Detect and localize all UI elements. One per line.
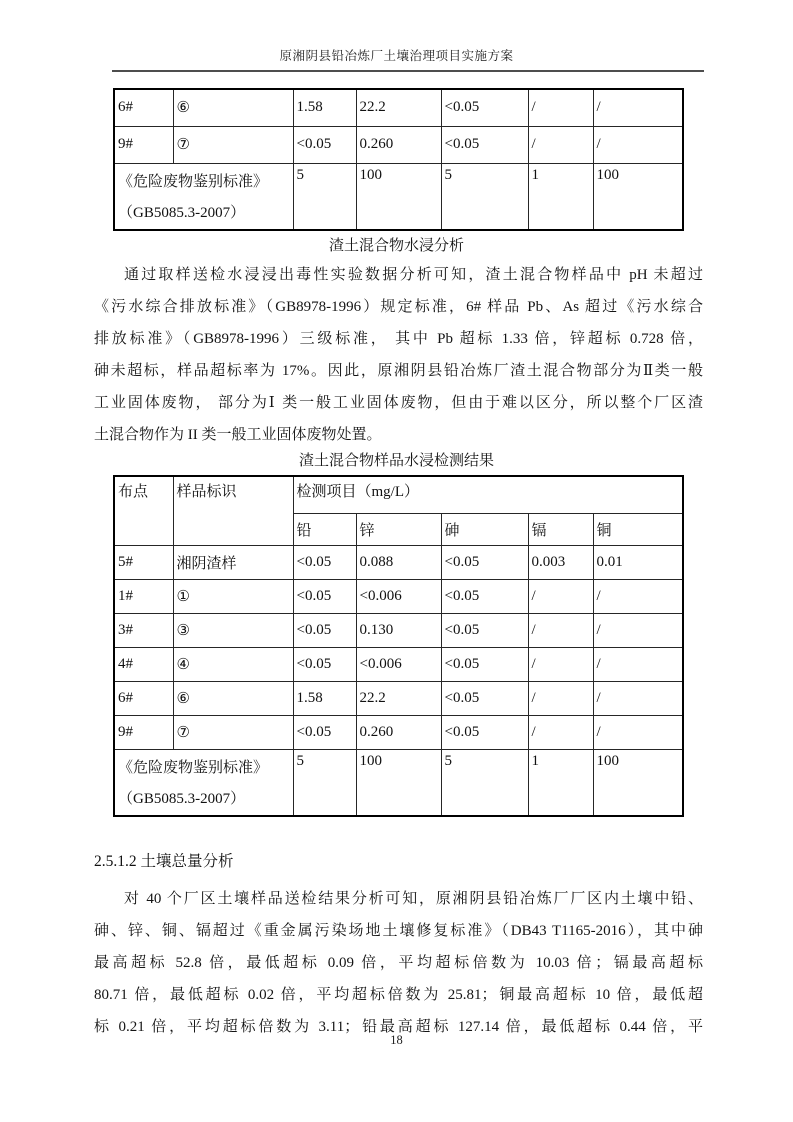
table-row xyxy=(114,682,683,716)
header-cell-metal: 锌 xyxy=(356,514,441,546)
standard-label-line2: （GB5085.3-2007） xyxy=(118,791,246,807)
paragraph-line: 排放标准》（GB8978-1996）三级标准， 其中 Pb 超标 1.33 倍，锌超标 0.728 倍， xyxy=(94,330,703,347)
table-cell: 100 xyxy=(593,750,683,817)
table-cell: 6# xyxy=(114,682,173,716)
table-cell: <0.006 xyxy=(356,580,441,614)
table-cell: / xyxy=(528,682,593,716)
table-cell: 湘阴渣样 xyxy=(173,546,293,580)
table-cell: 1 xyxy=(528,750,593,817)
standard-label-cell xyxy=(114,163,293,230)
table-cell: <0.05 xyxy=(441,716,528,750)
header-cell-metal: 镉 xyxy=(528,514,593,546)
header-row-1 xyxy=(114,476,683,514)
analysis-paragraph xyxy=(94,259,703,451)
section-heading: 2.5.1.2 土壤总量分析 xyxy=(94,853,234,870)
table-cell: 1# xyxy=(114,580,173,614)
table-cell: 0.088 xyxy=(356,546,441,580)
table-cell: 100 xyxy=(356,750,441,817)
table-cell: / xyxy=(593,126,683,163)
table-cell: 3# xyxy=(114,614,173,648)
leachate-results-table xyxy=(113,475,684,818)
table-cell: 4# xyxy=(114,648,173,682)
standard-label-line2: （GB5085.3-2007） xyxy=(118,204,246,221)
table-cell: 9# xyxy=(114,716,173,750)
table-row xyxy=(114,580,683,614)
table-row xyxy=(114,546,683,580)
paragraph-line: 80.71 倍，最低超标 0.02 倍，平均超标倍数为 25.81；铜最高超标 10 倍，最低超 xyxy=(94,987,703,1003)
table-cell: / xyxy=(593,89,683,126)
standard-label-line1: 《危险废物鉴别标准》 xyxy=(118,173,269,190)
table-cell: <0.05 xyxy=(441,614,528,648)
table-row xyxy=(114,89,683,126)
table-cell: ⑥ xyxy=(173,682,293,716)
table-row xyxy=(114,126,683,163)
soil-analysis-paragraph xyxy=(94,883,703,1043)
table-cell: 0.01 xyxy=(593,546,683,580)
paragraph-line: 最高超标 52.8 倍，最低超标 0.09 倍，平均超标倍数为 10.03 倍；镉最高超标 xyxy=(94,955,703,971)
header-cell-metal: 铜 xyxy=(593,514,683,546)
standard-label-cell xyxy=(114,750,293,817)
table1-caption: 渣土混合物水浸分析 xyxy=(328,237,464,254)
standard-row xyxy=(114,163,683,230)
table-cell: ⑦ xyxy=(173,716,293,750)
table-row xyxy=(114,716,683,750)
table-cell: 5# xyxy=(114,546,173,580)
table-cell: ③ xyxy=(173,614,293,648)
table-cell: / xyxy=(593,682,683,716)
table-cell: / xyxy=(593,716,683,750)
page-number: 18 xyxy=(390,1033,403,1047)
table-cell: 6# xyxy=(114,89,173,126)
header-divider xyxy=(112,70,704,72)
table-cell: ① xyxy=(173,580,293,614)
table-cell: 100 xyxy=(593,163,683,230)
table-cell: <0.006 xyxy=(356,648,441,682)
table-cell: <0.05 xyxy=(293,614,356,648)
table-cell: / xyxy=(593,580,683,614)
paragraph-line: 砷未超标，样品超标率为 17%。因此，原湘阴县铅冶炼厂渣土混合物部分为Ⅱ类一般 xyxy=(94,362,703,379)
table-cell: / xyxy=(528,716,593,750)
table-cell: 5 xyxy=(293,750,356,817)
standard-label-line1: 《危险废物鉴别标准》 xyxy=(118,760,269,776)
table-cell: ④ xyxy=(173,648,293,682)
table-cell: 22.2 xyxy=(356,89,441,126)
paragraph-line: 砷、锌、铜、镉超过《重金属污染场地土壤修复标准》（DB43 T1165-2016），其中砷 xyxy=(94,923,703,939)
table-cell: 5 xyxy=(441,163,528,230)
table-cell: 1 xyxy=(528,163,593,230)
paragraph-line: 《污水综合排放标准》（GB8978-1996）规定标准，6# 样品 Pb、As 超过《污水综合 xyxy=(94,298,703,315)
table-cell: / xyxy=(528,614,593,648)
table-cell: 100 xyxy=(356,163,441,230)
table-cell: <0.05 xyxy=(441,89,528,126)
table-cell: 0.130 xyxy=(356,614,441,648)
table-cell: 22.2 xyxy=(356,682,441,716)
table-cell: / xyxy=(528,89,593,126)
table-cell: ⑦ xyxy=(173,126,293,163)
table-cell: / xyxy=(593,614,683,648)
header-cell-metal: 砷 xyxy=(441,514,528,546)
table-cell: / xyxy=(593,648,683,682)
table-row xyxy=(114,614,683,648)
table-cell: <0.05 xyxy=(441,126,528,163)
table-cell: 5 xyxy=(293,163,356,230)
table-cell: <0.05 xyxy=(293,580,356,614)
table-cell: <0.05 xyxy=(441,580,528,614)
standard-row xyxy=(114,750,683,817)
table-cell: 9# xyxy=(114,126,173,163)
paragraph-line: 对 40 个厂区土壤样品送检结果分析可知，原湘阴县铅冶炼厂厂区内土壤中铅、 xyxy=(124,891,703,907)
table-cell: 1.58 xyxy=(293,682,356,716)
header-cell-group: 检测项目（mg/L） xyxy=(293,476,683,514)
table-cell: 0.260 xyxy=(356,716,441,750)
paragraph-line: 通过取样送检水浸浸出毒性实验数据分析可知，渣土混合物样品中 pH 未超过 xyxy=(124,266,703,283)
table-cell: <0.05 xyxy=(293,716,356,750)
table2-caption: 渣土混合物样品水浸检测结果 xyxy=(298,452,494,469)
table-cell: 5 xyxy=(441,750,528,817)
leachate-table-continued xyxy=(113,88,684,231)
paragraph-line: 工业固体废物， 部分为Ⅰ 类一般工业固体废物，但由于难以区分，所以整个厂区渣 xyxy=(94,394,703,411)
paragraph-line: 标 0.21 倍，平均超标倍数为 3.11；铅最高超标 127.14 倍，最低超标 0.44 倍，平 xyxy=(94,1019,703,1035)
table-cell: / xyxy=(528,126,593,163)
table-cell: <0.05 xyxy=(293,546,356,580)
table-cell: <0.05 xyxy=(293,648,356,682)
header-cell-metal: 铅 xyxy=(293,514,356,546)
table-cell: <0.05 xyxy=(441,546,528,580)
table-cell: / xyxy=(528,580,593,614)
table-cell: <0.05 xyxy=(441,682,528,716)
table-cell: 1.58 xyxy=(293,89,356,126)
table-cell: 0.003 xyxy=(528,546,593,580)
table-cell: <0.05 xyxy=(293,126,356,163)
table-cell: ⑥ xyxy=(173,89,293,126)
table-cell: <0.05 xyxy=(441,648,528,682)
header-cell-point: 布点 xyxy=(114,476,173,546)
table-row xyxy=(114,648,683,682)
table-cell: / xyxy=(528,648,593,682)
table-cell: 0.260 xyxy=(356,126,441,163)
page-header-title: 原湘阴县铅冶炼厂土壤治理项目实施方案 xyxy=(279,49,514,63)
paragraph-line: 土混合物作为 II 类一般工业固体废物处置。 xyxy=(94,426,382,443)
header-cell-sample: 样品标识 xyxy=(173,476,293,546)
